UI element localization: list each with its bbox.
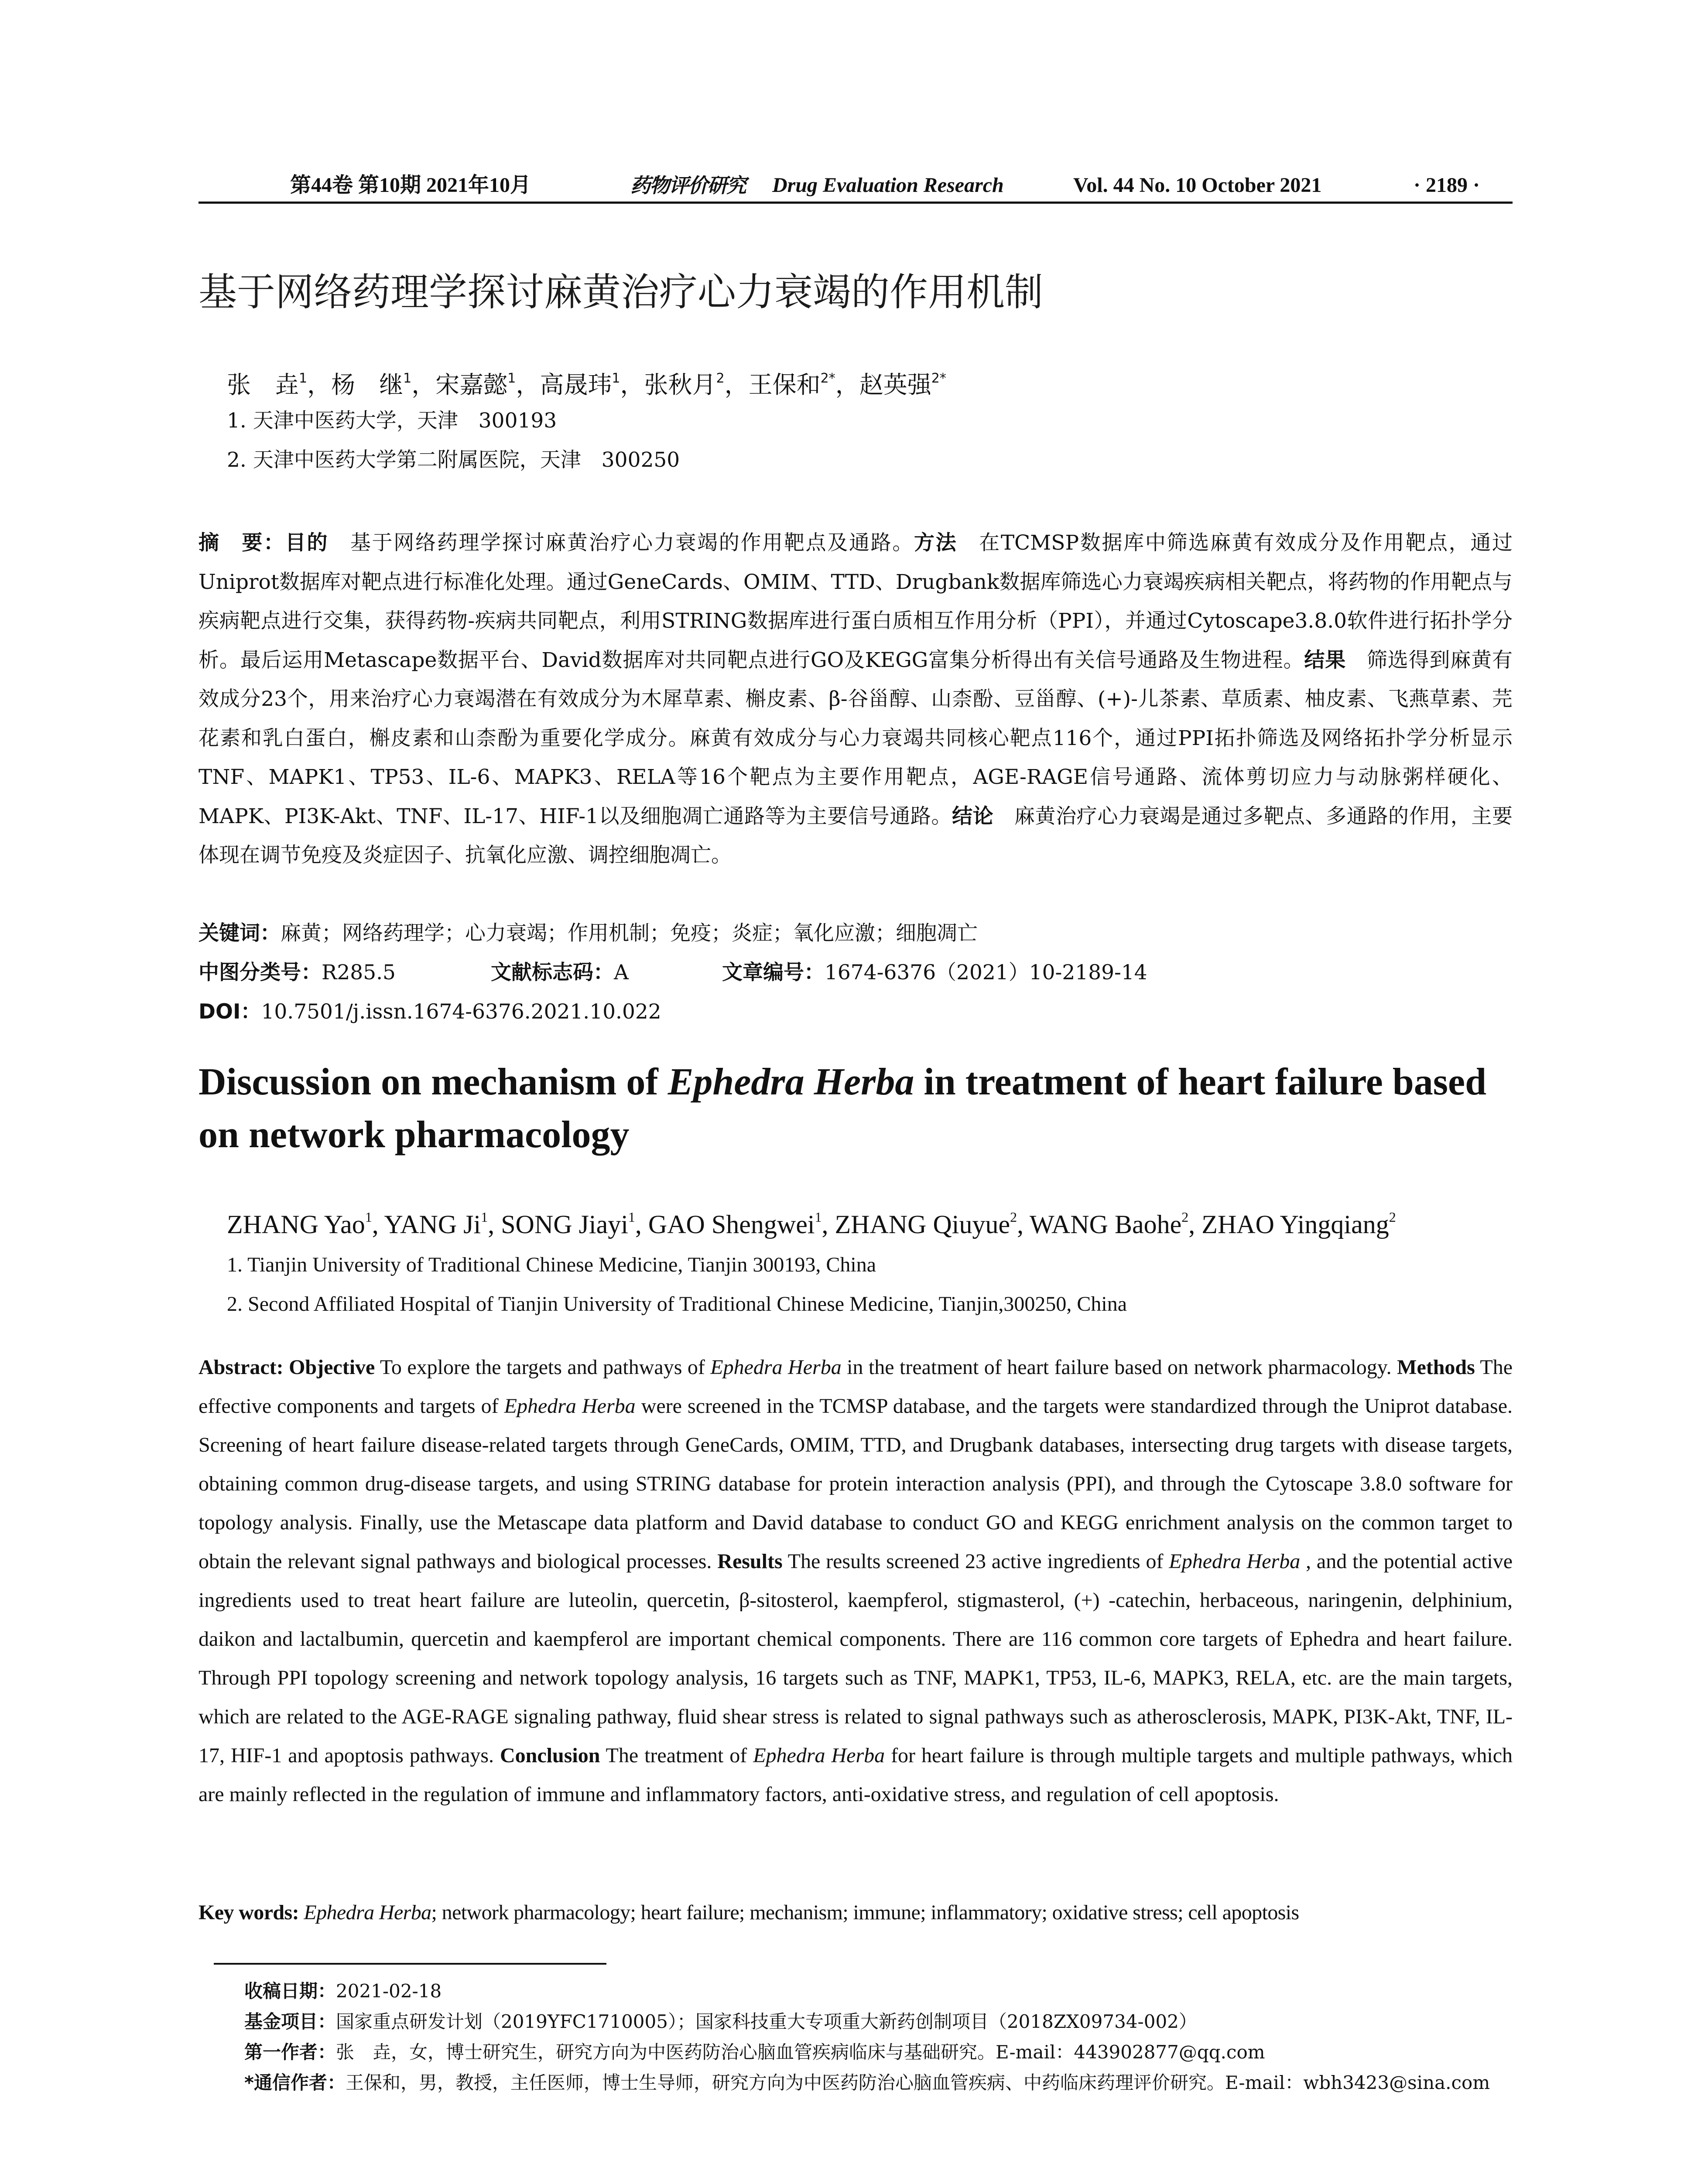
en-title bbox=[199, 1056, 1514, 1161]
footnote-corresponding bbox=[244, 2068, 1490, 2098]
cn-author-affiliation-mark: 1 bbox=[403, 371, 412, 386]
en-author-name: GAO Shengwei bbox=[648, 1210, 815, 1239]
first-author-label: 第一作者： bbox=[244, 2041, 336, 2063]
en-affiliation-2: 2. Second Affiliated Hospital of Tianjin University of Traditional Chinese Medicine, Tianjin,300250, China bbox=[227, 1292, 1127, 1316]
en-objective: To explore the targets and pathways of bbox=[380, 1356, 711, 1379]
cn-author-name: 王保和 bbox=[748, 371, 821, 399]
en-author-affiliation-mark: 1 bbox=[481, 1209, 488, 1225]
en-abstract bbox=[199, 1348, 1513, 1814]
en-author-separator: , bbox=[1188, 1210, 1202, 1239]
en-keywords-text: ; network pharmacology; heart failure; mechanism; immune; inflammatory; oxidative stress; cell apoptosis bbox=[431, 1901, 1299, 1924]
en-author-affiliation-mark: 1 bbox=[628, 1209, 635, 1225]
en-abstract-label: Abstract: bbox=[199, 1356, 284, 1379]
en-author-affiliation-mark: 2 bbox=[1389, 1209, 1396, 1225]
en-author-name: ZHANG Qiuyue bbox=[835, 1210, 1010, 1239]
cn-affiliation-1: 1. 天津中医药大学，天津 300193 bbox=[227, 409, 557, 433]
corresponding-label: *通信作者： bbox=[244, 2072, 346, 2093]
en-author-separator: , bbox=[821, 1210, 835, 1239]
en-results-label: Results bbox=[717, 1550, 783, 1573]
cn-authors bbox=[227, 361, 946, 402]
en-results: The results screened 23 active ingredients of bbox=[787, 1550, 1169, 1573]
cn-keywords-label: 关键词： bbox=[199, 921, 281, 945]
cn-conclusion-label: 结论 bbox=[952, 804, 994, 828]
en-author-affiliation-mark: 2 bbox=[1181, 1209, 1189, 1225]
en-herb-name: Ephedra Herba bbox=[753, 1744, 885, 1767]
cn-title: 基于网络药理学探讨麻黄治疗心力衰竭的作用机制 bbox=[199, 270, 1044, 315]
en-herb-name: Ephedra Herba bbox=[504, 1395, 636, 1418]
en-authors bbox=[227, 1197, 1396, 1244]
en-methods-end: were screened in the TCMSP database, and the targets were standardized through the Uniprot database. Screening of heart failure disease-related targets through GeneCards, OMIM, TTD, and Drugbank databases, intersecting drug targets with disease targets, obtaining common drug-disease targets, and using STRING database for protein interaction analysis (PPI), and through the Cytoscape 3.8.0 software for topology analysis. Finally, use the Metascape data platform and David database to conduct GO and KEGG enrichment analysis on the common target to obtain the relevant signal pathways and biological processes. bbox=[199, 1395, 1513, 1573]
received-date: 2021-02-18 bbox=[336, 1980, 442, 2002]
cn-author-name: 宋嘉懿 bbox=[435, 371, 508, 399]
en-author-separator: , bbox=[1017, 1210, 1030, 1239]
fund-label: 基金项目： bbox=[244, 2011, 336, 2032]
cn-objective: 基于网络药理学探讨麻黄治疗心力衰竭的作用靶点及通路。 bbox=[350, 531, 914, 555]
cn-results-label: 结果 bbox=[1304, 648, 1346, 672]
cn-author-affiliation-mark: 2 bbox=[716, 371, 725, 386]
clc-value: R285.5 bbox=[322, 961, 396, 985]
cn-author-name: 高晟玮 bbox=[540, 371, 612, 399]
cn-abstract-label: 摘 要： bbox=[199, 531, 285, 555]
cn-keywords bbox=[199, 914, 978, 953]
first-author-text: 张 垚，女，博士研究生，研究方向为中医药防治心脑血管疾病临床与基础研究。E-mail：443902877@qq.com bbox=[336, 2041, 1265, 2063]
en-keywords-herb: Ephedra Herba bbox=[304, 1901, 431, 1924]
cn-results: 筛选得到麻黄有效成分23个，用来治疗心力衰竭潜在有效成分为木犀草素、槲皮素、β-谷甾醇、山柰酚、豆甾醇、(+)-儿茶素、草质素、柚皮素、飞燕草素、芫花素和乳白蛋白，槲皮素和山柰酚为重要化学成分。麻黄有效成分与心力衰竭共同核心靶点116个，通过PPI拓扑筛选及网络拓扑学分析显示TNF、MAPK1、TP53、IL-6、MAPK3、RELA等16个靶点为主要作用靶点，AGE-RAGE信号通路、流体剪切应力与动脉粥样硬化、MAPK、PI3K-Akt、TNF、IL-17、HIF-1以及细胞凋亡通路等为主要信号通路。 bbox=[199, 648, 1513, 828]
header-cn-issue: 第44卷 第10期 2021年10月 bbox=[290, 174, 531, 197]
header-page-number: · 2189 · bbox=[1414, 174, 1480, 197]
cn-affiliation-2: 2. 天津中医药大学第二附属医院，天津 300250 bbox=[227, 448, 680, 472]
header-journal-name: Drug Evaluation Research bbox=[772, 174, 1004, 197]
en-author-affiliation-mark: 1 bbox=[815, 1209, 822, 1225]
cn-author-separator: ， bbox=[835, 371, 859, 399]
article-no-label: 文章编号： bbox=[722, 961, 825, 985]
cn-objective-label: 目的 bbox=[285, 531, 329, 555]
footnote-first-author bbox=[244, 2037, 1265, 2068]
en-keywords bbox=[199, 1893, 1513, 1932]
en-author-name: ZHAO Yingqiang bbox=[1201, 1210, 1389, 1239]
en-methods: The effective components and targets of bbox=[199, 1356, 1513, 1418]
doc-code-label: 文献标志码： bbox=[491, 961, 614, 985]
en-conclusion-label: Conclusion bbox=[500, 1744, 600, 1767]
en-herb-name: Ephedra Herba bbox=[710, 1356, 842, 1379]
en-author-separator: , bbox=[635, 1210, 648, 1239]
cn-author-name: 张秋月 bbox=[644, 371, 716, 399]
en-author-name: YANG Ji bbox=[384, 1210, 481, 1239]
cn-doi bbox=[199, 992, 661, 1032]
cn-author-separator: ， bbox=[620, 371, 644, 399]
en-author-affiliation-mark: 2 bbox=[1010, 1209, 1017, 1225]
en-author-name: ZHANG Yao bbox=[227, 1210, 365, 1239]
cn-author-affiliation-mark: 2* bbox=[820, 371, 835, 386]
en-title-part1: Discussion on mechanism of bbox=[199, 1061, 668, 1103]
cn-author-affiliation-mark: 2* bbox=[931, 371, 946, 386]
article-no-value: 1674-6376（2021）10-2189-14 bbox=[825, 961, 1147, 985]
en-author-separator: , bbox=[488, 1210, 501, 1239]
en-author-name: WANG Baohe bbox=[1030, 1210, 1182, 1239]
corresponding-text: 王保和，男，教授，主任医师，博士生导师，研究方向为中医药防治心脑血管疾病、中药临床药理评价研究。E-mail：wbh3423@sina.com bbox=[345, 2072, 1490, 2093]
en-title-part2: in treatment of heart failure based on network pharmacology bbox=[199, 1061, 1487, 1156]
cn-author-name: 杨 继 bbox=[331, 371, 404, 399]
en-objective-label: Objective bbox=[289, 1356, 375, 1379]
cn-author-separator: ， bbox=[411, 371, 436, 399]
footnote-rule bbox=[214, 1963, 606, 1965]
en-objective-end: in the treatment of heart failure based on network pharmacology. bbox=[841, 1356, 1392, 1379]
cn-abstract bbox=[199, 523, 1513, 925]
en-methods-label: Methods bbox=[1397, 1356, 1475, 1379]
cn-author-affiliation-mark: 1 bbox=[299, 371, 308, 386]
doi-value: 10.7501/j.issn.1674-6376.2021.10.022 bbox=[261, 1000, 661, 1024]
en-herb-name: Ephedra Herba bbox=[1169, 1550, 1301, 1573]
cn-author-separator: ， bbox=[724, 371, 749, 399]
cn-author-name: 赵英强 bbox=[859, 371, 931, 399]
en-author-affiliation-mark: 1 bbox=[365, 1209, 372, 1225]
en-results-end: , and the potential active ingredients used to treat heart failure are luteolin, quercetin, β-sitosterol, kaempferol, stigmasterol, (+) -catechin, herbaceous, naringenin, delphinium, daikon and lactalbumin, quercetin and kaempferol are important chemical components. There are 116 common core targets of Ephedra and heart failure. Through PPI topology screening and network topology analysis, 16 targets such as TNF, MAPK1, TP53, IL-6, MAPK3, RELA, etc. are the main targets, which are related to the AGE-RAGE signaling pathway, fluid shear stress is related to signal pathways such as atherosclerosis, MAPK, PI3K-Akt, TNF, IL-17, HIF-1 and apoptosis pathways. bbox=[199, 1550, 1513, 1767]
cn-author-separator: ， bbox=[516, 371, 540, 399]
en-author-separator: , bbox=[372, 1210, 384, 1239]
en-author-name: SONG Jiayi bbox=[501, 1210, 628, 1239]
cn-author-separator: ， bbox=[307, 371, 332, 399]
cn-author-name: 张 垚 bbox=[227, 371, 299, 399]
received-label: 收稿日期： bbox=[244, 1980, 336, 2002]
cn-methods: 在TCMSP数据库中筛选麻黄有效成分及作用靶点，通过Uniprot数据库对靶点进行标准化处理。通过GeneCards、OMIM、TTD、Drugbank数据库筛选心力衰竭疾病相关靶点，将药物的作用靶点与疾病靶点进行交集，获得药物-疾病共同靶点，利用STRING数据库进行蛋白质相互作用分析（PPI），并通过Cytoscape3.8.0软件进行拓扑学分析。最后运用Metascape数据平台、David数据库对共同靶点进行GO及KEGG富集分析得出有关信号通路及生物进程。 bbox=[199, 531, 1513, 672]
en-title-herb: Ephedra Herba bbox=[667, 1061, 914, 1103]
en-keywords-label: Key words: bbox=[199, 1901, 299, 1924]
cn-conclusion: 麻黄治疗心力衰竭是通过多靶点、多通路的作用，主要体现在调节免疫及炎症因子、抗氧化应激、调控细胞凋亡。 bbox=[199, 804, 1513, 867]
doc-code-value: A bbox=[614, 961, 629, 985]
cn-author-affiliation-mark: 1 bbox=[612, 371, 620, 386]
footnote-fund bbox=[244, 2007, 1197, 2037]
cn-keywords-text: 麻黄；网络药理学；心力衰竭；作用机制；免疫；炎症；氧化应激；细胞凋亡 bbox=[281, 921, 978, 945]
header-volume: Vol. 44 No. 10 October 2021 bbox=[1073, 174, 1322, 197]
running-header bbox=[196, 172, 1512, 198]
fund-text: 国家重点研发计划（2019YFC1710005）；国家科技重大专项重大新药创制项目（2018ZX09734-002） bbox=[336, 2011, 1197, 2032]
journal-logo: 药物评价研究 bbox=[630, 174, 746, 197]
en-conclusion-end: for heart failure is through multiple targets and multiple pathways, which are mainly reflected in the regulation of immune and inflammatory factors, anti-oxidative stress, and regulation of cell apoptosis. bbox=[199, 1744, 1513, 1806]
cn-methods-label: 方法 bbox=[914, 531, 958, 555]
cn-classification bbox=[199, 953, 1507, 992]
footnote-received bbox=[244, 1976, 442, 2007]
en-conclusion: The treatment of bbox=[606, 1744, 753, 1767]
doi-label: DOI： bbox=[199, 1000, 261, 1024]
cn-author-affiliation-mark: 1 bbox=[507, 371, 516, 386]
en-affiliation-1: 1. Tianjin University of Traditional Chinese Medicine, Tianjin 300193, China bbox=[227, 1253, 876, 1276]
header-rule bbox=[199, 202, 1513, 204]
clc-label: 中图分类号： bbox=[199, 961, 322, 985]
